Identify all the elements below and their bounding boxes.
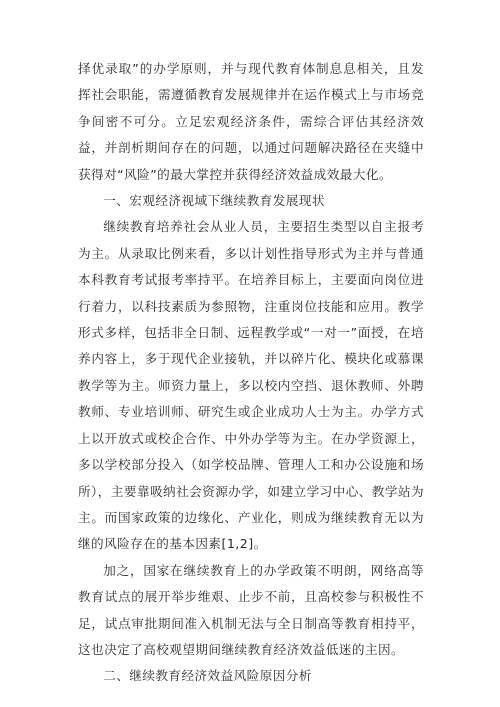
paragraph-intro: 择优录取”的办学原则，并与现代教育体制息息相关，且发挥社会职能，需遵循教育发展规律并在运作模式上与市场竞争间密不可分。立足宏观经济条件，需综合评估其经济效益，并剖析期间存在的问题，以通过问题解决路径在夹缝中获得对“风险”的最大掌控并获得经济效益成效最大化。	[78, 61, 424, 182]
section-heading-2: 二、继续教育经济效益风险原因分析	[103, 668, 312, 684]
document-body	[78, 56, 424, 690]
paragraph-status: 继续教育培养社会从业人员，主要招生类型以自主报考为主。从录取比例来看，多以计划性指导形式为主并与普通本科教育考试报考率持平。在培养目标上，主要面向岗位进行着力，以科技素质为参照物，注重岗位技能和应用。教学形式多样，包括非全日制、远程教学或“一对一”面授，在培养内容上，多于现代企业接轨，并以碎片化、模块化或慕课教学等为主。师资力量上，多以校内空挡、退休教师、外聘教师、专业培训师、研究生或企业成功人士为主。办学方式上以开放式或校企合作、中外办学等为主。在办学资源上，多以学校部分投入（如学校品牌、管理人工和办公设施和场所），主要靠吸纳社会资源办学，如建立学习中心、教学站为主。而国家政策的边缘化、产业化，则成为继续教育无以为继的风险存在的基本因素[1,2]。	[78, 219, 424, 552]
paragraph-policy: 加之，国家在继续教育上的办学政策不明朗，网络高等教育试点的展开举步维艰、止步不前，且高校参与积极性不足，试点审批期间准入机制无法与全日制高等教育相持平，这也决定了高校观望期间继续教育经济效益低迷的主因。	[78, 562, 424, 657]
section-heading-1: 一、宏观经济视域下继续教育发展现状	[103, 193, 325, 209]
